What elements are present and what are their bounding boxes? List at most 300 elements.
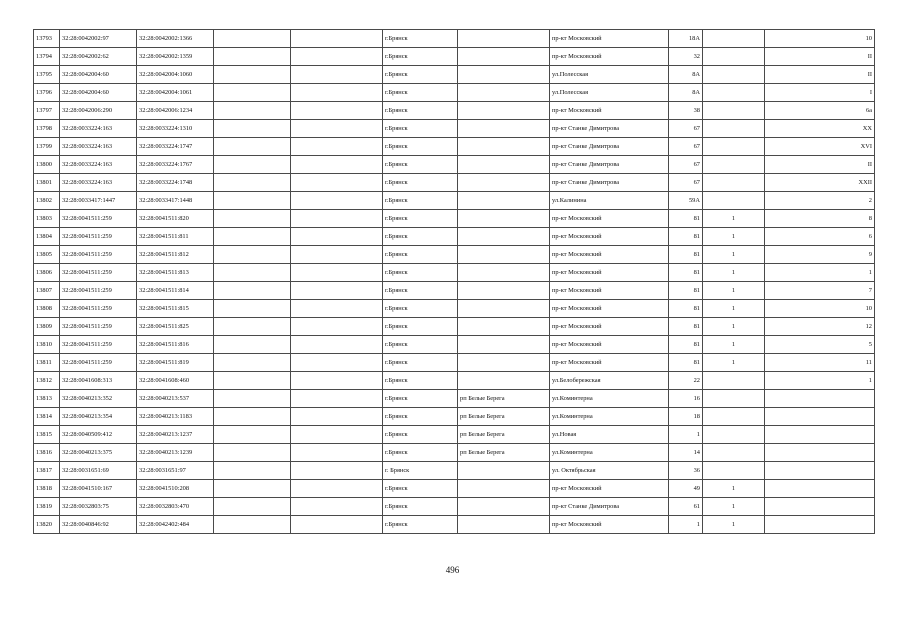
row-id-cell: 13793 [34,30,60,48]
building-number-cell: 1 [703,354,765,372]
empty-cell [214,300,291,318]
cadastral-number-cell: 32:28:0042004:1061 [137,84,214,102]
building-number-cell [703,408,765,426]
street-cell: ул.Калинина [550,192,669,210]
empty-cell [291,102,383,120]
flat-number-cell: 6 [765,228,875,246]
house-number-cell: 59А [669,192,703,210]
district-cell [458,120,550,138]
building-number-cell [703,192,765,210]
cadastral-quarter-cell: 32:28:0042002:62 [60,48,137,66]
city-cell: г.Брянск [383,498,458,516]
empty-cell [214,66,291,84]
empty-cell [291,390,383,408]
street-cell: пр-кт Московский [550,30,669,48]
empty-cell [291,444,383,462]
city-cell: г.Брянск [383,408,458,426]
flat-number-cell [765,444,875,462]
flat-number-cell [765,480,875,498]
district-cell [458,30,550,48]
district-cell [458,462,550,480]
empty-cell [214,120,291,138]
cadastral-quarter-cell: 32:28:0041511:259 [60,228,137,246]
empty-cell [291,282,383,300]
house-number-cell: 81 [669,300,703,318]
cadastral-number-cell: 32:28:0042002:1359 [137,48,214,66]
cadastral-number-cell: 32:28:0040213:537 [137,390,214,408]
house-number-cell: 1 [669,516,703,534]
row-id-cell: 13817 [34,462,60,480]
row-id-cell: 13801 [34,174,60,192]
empty-cell [291,516,383,534]
building-number-cell [703,444,765,462]
district-cell: рп Белые Берега [458,390,550,408]
empty-cell [214,174,291,192]
building-number-cell [703,138,765,156]
empty-cell [291,498,383,516]
empty-cell [214,228,291,246]
street-cell: пр-кт Московский [550,318,669,336]
house-number-cell: 81 [669,282,703,300]
table-row [34,102,875,120]
cadastral-quarter-cell: 32:28:0033417:1447 [60,192,137,210]
street-cell: пр-кт Московский [550,246,669,264]
cadastral-number-cell: 32:28:0040213:1239 [137,444,214,462]
city-cell: г.Брянск [383,228,458,246]
cadastral-quarter-cell: 32:28:0042006:290 [60,102,137,120]
table-row [34,462,875,480]
table-row [34,408,875,426]
empty-cell [214,408,291,426]
empty-cell [214,48,291,66]
flat-number-cell: II [765,66,875,84]
cadastral-quarter-cell: 32:28:0040213:352 [60,390,137,408]
cadastral-quarter-cell: 32:28:0033224:163 [60,156,137,174]
cadastral-number-cell: 32:28:0033224:1748 [137,174,214,192]
empty-cell [214,102,291,120]
cadastral-quarter-cell: 32:28:0041511:259 [60,300,137,318]
building-number-cell: 1 [703,516,765,534]
house-number-cell: 81 [669,336,703,354]
row-id-cell: 13802 [34,192,60,210]
house-number-cell: 67 [669,174,703,192]
street-cell: пр-кт Московский [550,336,669,354]
cadastral-quarter-cell: 32:28:0040213:375 [60,444,137,462]
flat-number-cell [765,462,875,480]
row-id-cell: 13805 [34,246,60,264]
house-number-cell: 16 [669,390,703,408]
flat-number-cell: 12 [765,318,875,336]
city-cell: г.Брянск [383,30,458,48]
building-number-cell: 1 [703,264,765,282]
building-number-cell: 1 [703,336,765,354]
district-cell [458,318,550,336]
table-row [34,156,875,174]
row-id-cell: 13806 [34,264,60,282]
street-cell: пр-кт Московский [550,300,669,318]
flat-number-cell: 7 [765,282,875,300]
city-cell: г.Брянск [383,192,458,210]
empty-cell [214,282,291,300]
empty-cell [291,246,383,264]
empty-cell [291,336,383,354]
flat-number-cell: 10 [765,30,875,48]
flat-number-cell: 1 [765,264,875,282]
city-cell: г.Брянск [383,102,458,120]
street-cell: ул.Коминтерна [550,390,669,408]
empty-cell [214,30,291,48]
empty-cell [291,84,383,102]
cadastral-quarter-cell: 32:28:0033224:163 [60,120,137,138]
empty-cell [214,192,291,210]
empty-cell [214,390,291,408]
row-id-cell: 13804 [34,228,60,246]
building-number-cell: 1 [703,480,765,498]
district-cell [458,210,550,228]
flat-number-cell: 8 [765,210,875,228]
district-cell [458,66,550,84]
table-row [34,30,875,48]
district-cell [458,354,550,372]
house-number-cell: 81 [669,318,703,336]
row-id-cell: 13807 [34,282,60,300]
table-row [34,228,875,246]
cadastral-number-cell: 32:28:0033224:1767 [137,156,214,174]
flat-number-cell: II [765,48,875,66]
house-number-cell: 36 [669,462,703,480]
table-row [34,48,875,66]
cadastral-quarter-cell: 32:28:0033224:163 [60,174,137,192]
house-number-cell: 14 [669,444,703,462]
house-number-cell: 67 [669,138,703,156]
street-cell: пр-кт Московский [550,516,669,534]
city-cell: г.Брянск [383,210,458,228]
house-number-cell: 22 [669,372,703,390]
empty-cell [214,318,291,336]
flat-number-cell: 11 [765,354,875,372]
cadastral-number-cell: 32:28:0040213:1237 [137,426,214,444]
table-row [34,84,875,102]
house-number-cell: 18 [669,408,703,426]
cadastral-quarter-cell: 32:28:0041511:259 [60,354,137,372]
row-id-cell: 13813 [34,390,60,408]
empty-cell [214,84,291,102]
house-number-cell: 81 [669,210,703,228]
empty-cell [291,138,383,156]
city-cell: г.Брянск [383,480,458,498]
cadastral-quarter-cell: 32:28:0040846:92 [60,516,137,534]
house-number-cell: 81 [669,354,703,372]
empty-cell [291,318,383,336]
city-cell: г.Брянск [383,390,458,408]
cadastral-number-cell: 32:28:0041511:811 [137,228,214,246]
empty-cell [291,48,383,66]
empty-cell [291,300,383,318]
street-cell: пр-кт Станке Димитрова [550,498,669,516]
empty-cell [291,210,383,228]
empty-cell [291,174,383,192]
cadastral-number-cell: 32:28:0041511:814 [137,282,214,300]
district-cell: рп Белые Берега [458,444,550,462]
cadastral-quarter-cell: 32:28:0042004:60 [60,84,137,102]
empty-cell [291,156,383,174]
table-row [34,246,875,264]
cadastral-number-cell: 32:28:0041608:460 [137,372,214,390]
district-cell: рп Белые Берега [458,408,550,426]
table-row [34,282,875,300]
building-number-cell [703,102,765,120]
district-cell [458,372,550,390]
city-cell: г.Брянск [383,318,458,336]
cadastral-number-cell: 32:28:0033417:1448 [137,192,214,210]
district-cell [458,480,550,498]
cadastral-quarter-cell: 32:28:0042002:97 [60,30,137,48]
cadastral-number-cell: 32:28:0042004:1060 [137,66,214,84]
cadastral-number-cell: 32:28:0041511:815 [137,300,214,318]
city-cell: г.Брянск [383,516,458,534]
building-number-cell [703,66,765,84]
cadastral-number-cell: 32:28:0032803:470 [137,498,214,516]
empty-cell [291,192,383,210]
cadastral-number-cell: 32:28:0031651:97 [137,462,214,480]
flat-number-cell: II [765,156,875,174]
empty-cell [214,138,291,156]
house-number-cell: 81 [669,228,703,246]
cadastral-quarter-cell: 32:28:0041511:259 [60,264,137,282]
empty-cell [214,426,291,444]
flat-number-cell [765,516,875,534]
row-id-cell: 13799 [34,138,60,156]
empty-cell [291,66,383,84]
row-id-cell: 13810 [34,336,60,354]
cadastral-number-cell: 32:28:0042002:1366 [137,30,214,48]
flat-number-cell [765,498,875,516]
empty-cell [291,120,383,138]
flat-number-cell: XXII [765,174,875,192]
empty-cell [214,264,291,282]
district-cell [458,48,550,66]
row-id-cell: 13795 [34,66,60,84]
building-number-cell [703,30,765,48]
building-number-cell: 1 [703,318,765,336]
street-cell: ул.Белобережская [550,372,669,390]
house-number-cell: 18А [669,30,703,48]
house-number-cell: 1 [669,426,703,444]
city-cell: г.Брянск [383,48,458,66]
flat-number-cell [765,408,875,426]
row-id-cell: 13797 [34,102,60,120]
empty-cell [214,210,291,228]
table-body [34,30,875,534]
row-id-cell: 13800 [34,156,60,174]
cadastral-number-cell: 32:28:0041511:816 [137,336,214,354]
cadastral-number-cell: 32:28:0042006:1234 [137,102,214,120]
cadastral-quarter-cell: 32:28:0032803:75 [60,498,137,516]
row-id-cell: 13796 [34,84,60,102]
district-cell [458,516,550,534]
district-cell [458,174,550,192]
row-id-cell: 13811 [34,354,60,372]
row-id-cell: 13809 [34,318,60,336]
empty-cell [214,156,291,174]
city-cell: г.Брянск [383,246,458,264]
building-number-cell [703,156,765,174]
building-number-cell [703,174,765,192]
district-cell [458,102,550,120]
table-row [34,264,875,282]
empty-cell [214,462,291,480]
empty-cell [214,498,291,516]
row-id-cell: 13803 [34,210,60,228]
empty-cell [291,426,383,444]
row-id-cell: 13794 [34,48,60,66]
table-row [34,66,875,84]
street-cell: ул.Полесская [550,84,669,102]
city-cell: г.Брянск [383,120,458,138]
cadastral-quarter-cell: 32:28:0041511:259 [60,210,137,228]
street-cell: пр-кт Московский [550,264,669,282]
city-cell: г.Брянск [383,84,458,102]
city-cell: г.Брянск [383,66,458,84]
table-row [34,210,875,228]
city-cell: г.Брянск [383,282,458,300]
table-row [34,516,875,534]
street-cell: ул.Полесская [550,66,669,84]
cadastral-number-cell: 32:28:0033224:1747 [137,138,214,156]
cadastral-quarter-cell: 32:28:0041511:259 [60,282,137,300]
empty-cell [214,354,291,372]
cadastral-quarter-cell: 32:28:0041511:259 [60,246,137,264]
flat-number-cell: XVI [765,138,875,156]
building-number-cell: 1 [703,246,765,264]
empty-cell [214,336,291,354]
street-cell: пр-кт Московский [550,354,669,372]
street-cell: пр-кт Станке Димитрова [550,174,669,192]
city-cell: г.Брянск [383,300,458,318]
cadastral-number-cell: 32:28:0041511:825 [137,318,214,336]
row-id-cell: 13808 [34,300,60,318]
district-cell [458,336,550,354]
street-cell: пр-кт Московский [550,102,669,120]
house-number-cell: 67 [669,120,703,138]
empty-cell [291,480,383,498]
building-number-cell: 1 [703,228,765,246]
flat-number-cell: 6а [765,102,875,120]
building-number-cell [703,48,765,66]
row-id-cell: 13820 [34,516,60,534]
street-cell: ул.Коминтерна [550,444,669,462]
cadastral-number-cell: 32:28:0041510:208 [137,480,214,498]
cadastral-number-cell: 32:28:0041511:819 [137,354,214,372]
building-number-cell: 1 [703,282,765,300]
table-row [34,372,875,390]
table-row [34,192,875,210]
row-id-cell: 13798 [34,120,60,138]
district-cell [458,84,550,102]
cadastral-quarter-cell: 32:28:0041511:259 [60,336,137,354]
house-number-cell: 8А [669,84,703,102]
city-cell: г.Брянск [383,372,458,390]
table-row [34,354,875,372]
flat-number-cell: 10 [765,300,875,318]
cadastral-quarter-cell: 32:28:0040509:412 [60,426,137,444]
city-cell: г.Брянск [383,138,458,156]
street-cell: пр-кт Московский [550,210,669,228]
row-id-cell: 13819 [34,498,60,516]
house-number-cell: 61 [669,498,703,516]
flat-number-cell: 1 [765,372,875,390]
page-number: 496 [445,565,460,575]
empty-cell [291,30,383,48]
district-cell [458,192,550,210]
street-cell: пр-кт Московский [550,228,669,246]
house-number-cell: 38 [669,102,703,120]
table-row [34,300,875,318]
building-number-cell [703,372,765,390]
district-cell [458,264,550,282]
building-number-cell [703,120,765,138]
district-cell [458,282,550,300]
cadastral-quarter-cell: 32:28:0042004:60 [60,66,137,84]
city-cell: г.Брянск [383,174,458,192]
district-cell [458,300,550,318]
city-cell: г.Брянск [383,336,458,354]
table-row [34,174,875,192]
cadastral-number-cell: 32:28:0041511:813 [137,264,214,282]
district-cell [458,498,550,516]
building-number-cell [703,462,765,480]
empty-cell [214,480,291,498]
city-cell: г.Брянск [383,156,458,174]
street-cell: ул.Новая [550,426,669,444]
row-id-cell: 13818 [34,480,60,498]
table-row [34,390,875,408]
building-number-cell: 1 [703,498,765,516]
district-cell [458,228,550,246]
city-cell: г.Брянск [383,426,458,444]
city-cell: г.Брянск [383,264,458,282]
registry-table [33,29,875,534]
cadastral-number-cell: 32:28:0042402:484 [137,516,214,534]
cadastral-number-cell: 32:28:0041511:820 [137,210,214,228]
house-number-cell: 32 [669,48,703,66]
table-row [34,120,875,138]
flat-number-cell: 9 [765,246,875,264]
city-cell: г.Брянск [383,444,458,462]
cadastral-quarter-cell: 32:28:0041511:259 [60,318,137,336]
building-number-cell [703,390,765,408]
empty-cell [214,372,291,390]
flat-number-cell [765,390,875,408]
cadastral-number-cell: 32:28:0040213:1183 [137,408,214,426]
cadastral-number-cell: 32:28:0033224:1310 [137,120,214,138]
street-cell: пр-кт Московский [550,48,669,66]
cadastral-number-cell: 32:28:0041511:812 [137,246,214,264]
empty-cell [214,516,291,534]
cadastral-quarter-cell: 32:28:0031651:69 [60,462,137,480]
empty-cell [291,228,383,246]
cadastral-quarter-cell: 32:28:0041510:167 [60,480,137,498]
empty-cell [291,408,383,426]
house-number-cell: 81 [669,264,703,282]
street-cell: пр-кт Станке Димитрова [550,120,669,138]
building-number-cell: 1 [703,210,765,228]
street-cell: пр-кт Московский [550,480,669,498]
cadastral-quarter-cell: 32:28:0040213:354 [60,408,137,426]
house-number-cell: 67 [669,156,703,174]
city-cell: г.Брянск [383,354,458,372]
table-row [34,444,875,462]
